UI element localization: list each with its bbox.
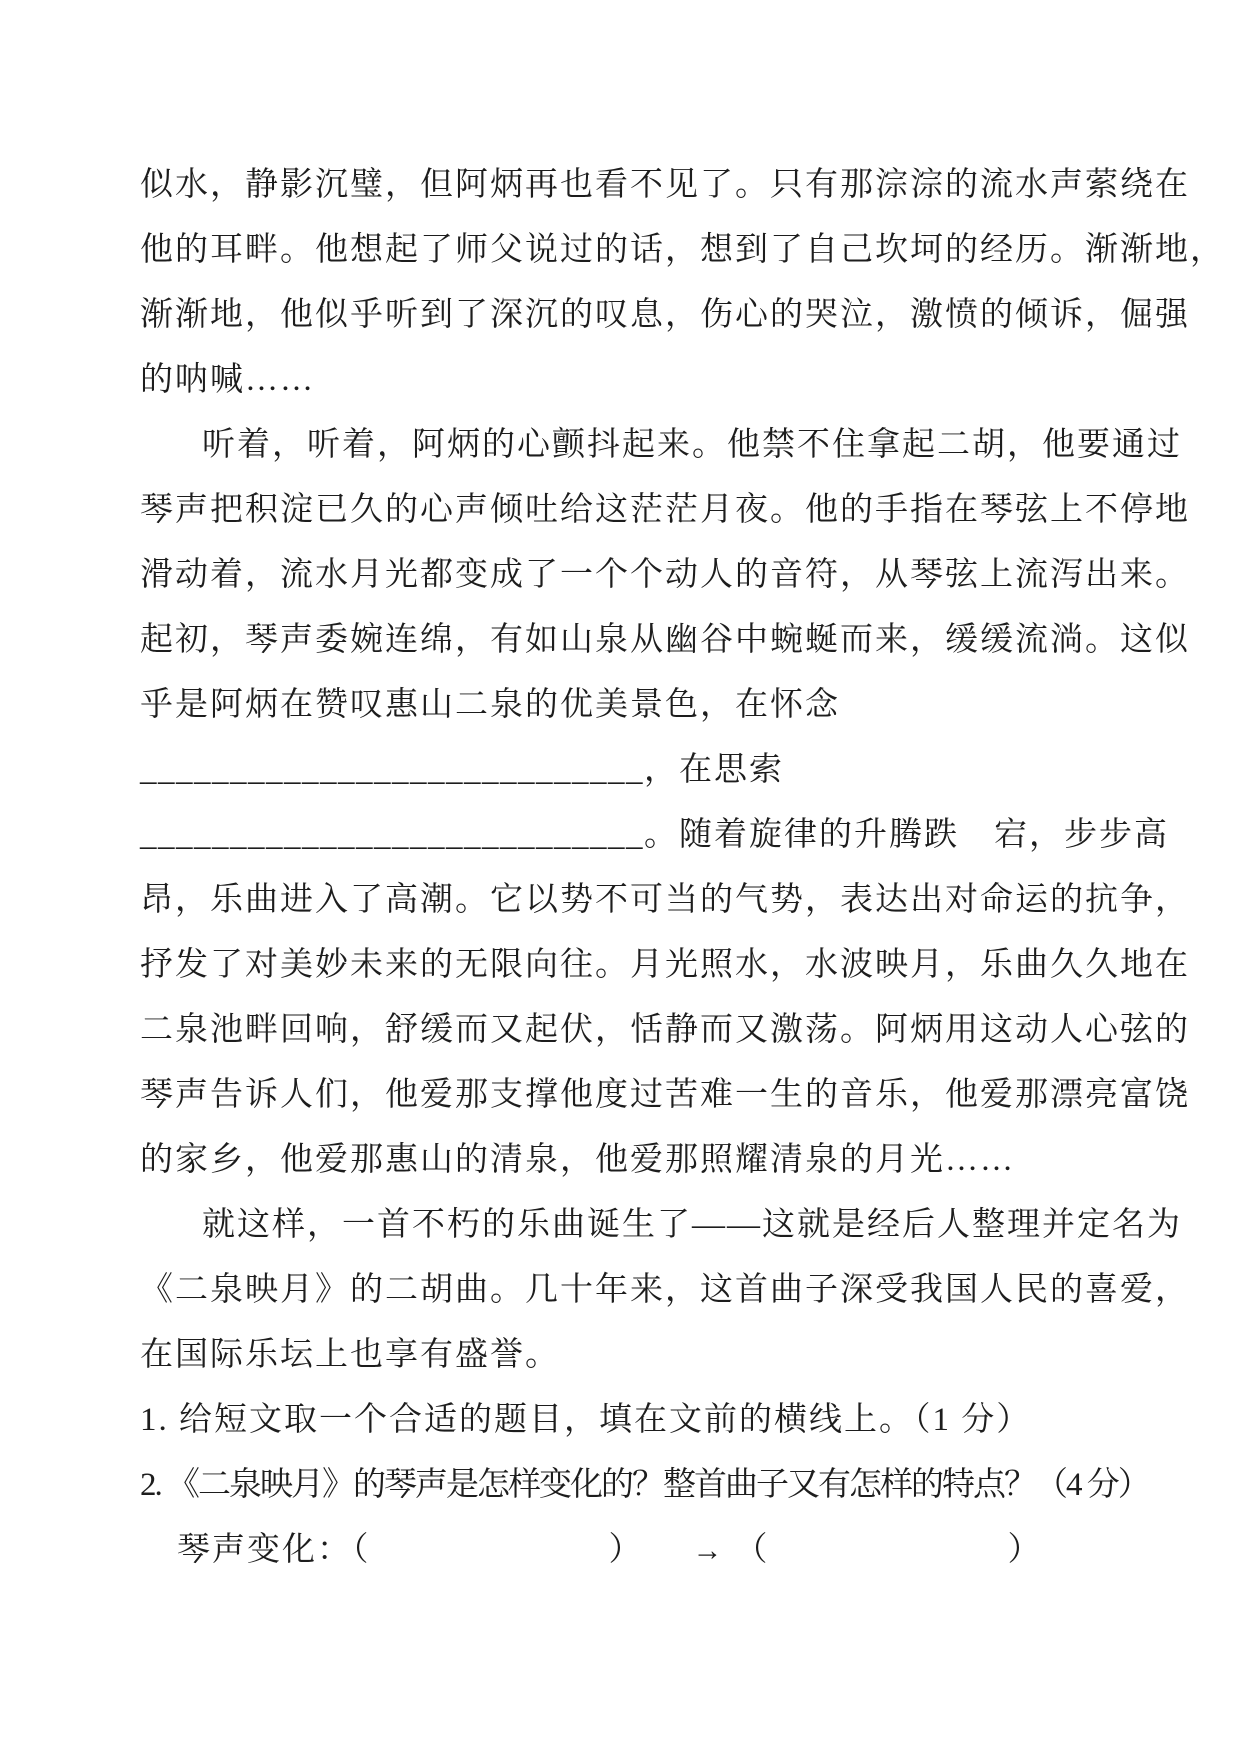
paren-open-2: （ <box>734 1532 770 1568</box>
passage-line-15: 琴声告诉人们，他爱那支撑他度过苦难一生的音乐，他爱那漂亮富饶 <box>140 1077 1190 1113</box>
passage-line-6: 琴声把积淀已久的心声倾吐给这茫茫月夜。他的手指在琴弦上不停地 <box>140 492 1190 528</box>
question-1: 1. 给短文取一个合适的题目，填在文前的横线上。（1 分） <box>140 1402 1032 1438</box>
passage-line-10 <box>140 738 1225 803</box>
passage-line-16: 的家乡，他爱那惠山的清泉，他爱那照耀清泉的月光…… <box>140 1142 1015 1178</box>
paren-close-1: ） <box>608 1532 644 1568</box>
passage-line-19: 在国际乐坛上也享有盛誉。 <box>140 1337 560 1373</box>
right-arrow-icon: → <box>692 1534 723 1567</box>
question-2-answer-row <box>140 1518 1225 1583</box>
answer-row-label: 琴声变化： <box>177 1532 352 1568</box>
fill-in-blank-line-2: ____________________________ <box>140 817 644 853</box>
passage-line-18: 《二泉映月》的二胡曲。几十年来，这首曲子深受我国人民的喜爱， <box>140 1272 1190 1308</box>
paren-close-2: ） <box>1007 1532 1043 1568</box>
passage-line-5: 听着，听着，阿炳的心颤抖起来。他禁不住拿起二胡，他要通过 <box>202 427 1182 463</box>
passage-line-9: 乎是阿炳在赞叹惠山二泉的优美景色，在怀念 <box>140 687 840 723</box>
passage-line-13: 抒发了对美妙未来的无限向往。月光照水，水波映月，乐曲久久地在 <box>140 947 1190 983</box>
answer-blank-2 <box>770 1559 1008 1560</box>
passage-line-8: 起初，琴声委婉连绵，有如山泉从幽谷中蜿蜒而来，缓缓流淌。这似 <box>140 622 1190 658</box>
question-2: 2. 《二泉映月》的琴声是怎样变化的？整首曲子又有怎样的特点？（4 分） <box>140 1467 1149 1503</box>
reading-passage <box>140 153 1225 1583</box>
passage-line-14: 二泉池畔回响，舒缓而又起伏，恬静而又激荡。阿炳用这动人心弦的 <box>140 1012 1190 1048</box>
passage-line-12: 昂，乐曲进入了高潮。它以势不可当的气势，表达出对命运的抗争， <box>140 882 1190 918</box>
answer-blank-1 <box>371 1559 609 1560</box>
passage-line-2: 他的耳畔。他想起了师父说过的话，想到了自己坎坷的经历。渐渐地， <box>140 232 1225 268</box>
paren-open-1: （ <box>352 1532 371 1568</box>
passage-line-4: 的呐喊…… <box>140 362 315 398</box>
passage-line-10-tail: ，在思索 <box>644 752 784 788</box>
passage-line-11 <box>140 803 1225 868</box>
fill-in-blank-line-1: ____________________________ <box>140 752 644 788</box>
passage-line-7: 滑动着，流水月光都变成了一个个动人的音符，从琴弦上流泻出来。 <box>140 557 1190 593</box>
passage-line-3: 渐渐地，他似乎听到了深沉的叹息，伤心的哭泣，激愤的倾诉，倔强 <box>140 297 1190 333</box>
passage-line-11-tail: 。随着旋律的升腾跌 宕，步步高 <box>644 817 1169 853</box>
passage-line-17: 就这样，一首不朽的乐曲诞生了——这就是经后人整理并定名为 <box>202 1207 1182 1243</box>
passage-line-1: 似水，静影沉璧，但阿炳再也看不见了。只有那淙淙的流水声萦绕在 <box>140 167 1190 203</box>
